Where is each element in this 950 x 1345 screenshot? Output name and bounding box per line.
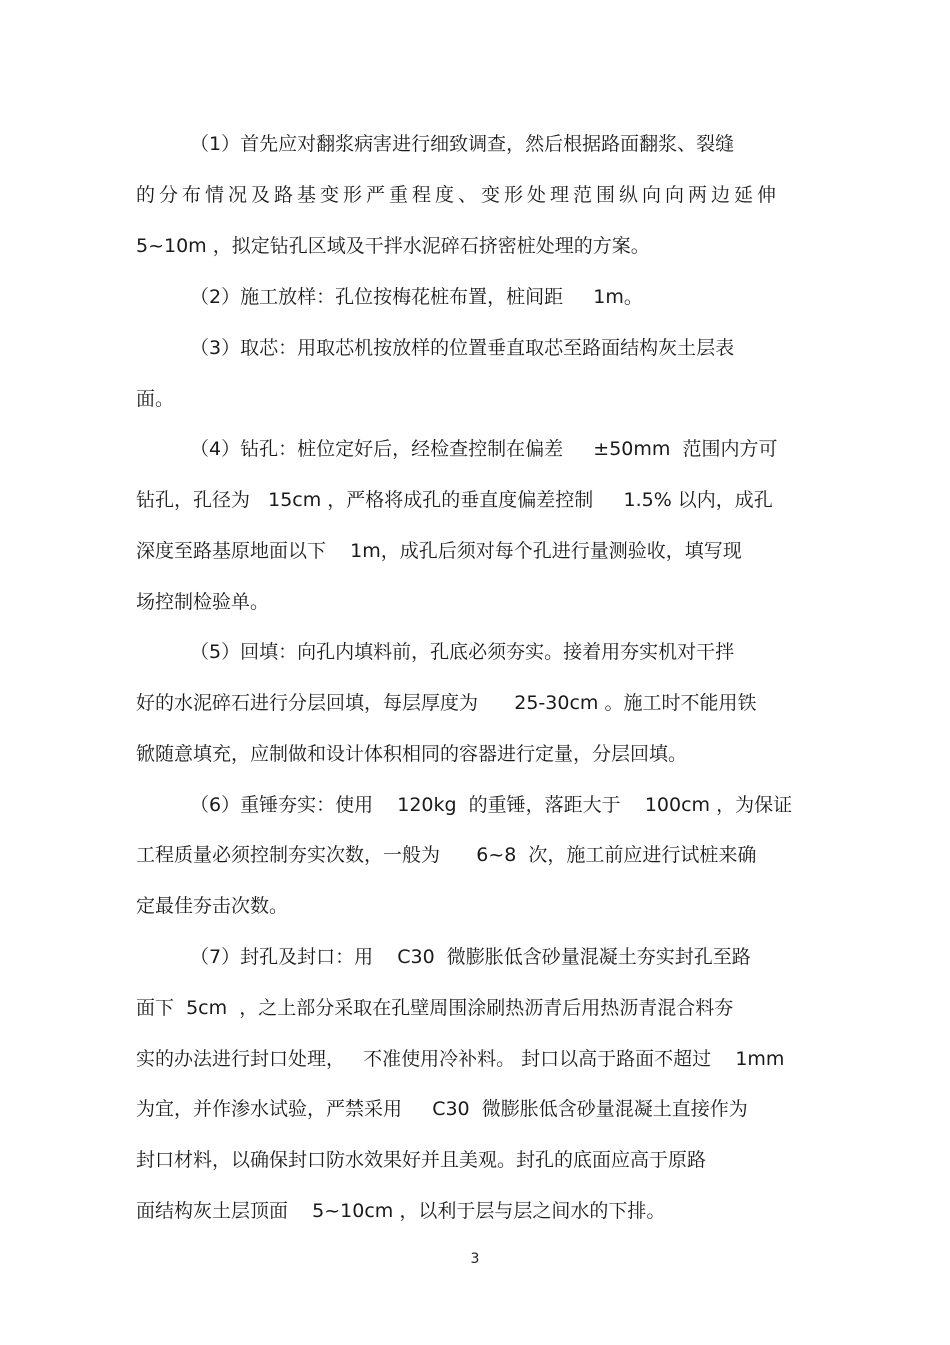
paragraph-7-line-3: 实的办法进行封口处理， 不准使用冷补料。 封口以高于路面不超过 1mm — [136, 1048, 785, 1070]
paragraph-7-line-5: 封口材料，以确保封口防水效果好并且美观。封孔的底面应高于原路 — [136, 1149, 707, 1171]
paragraph-5-line-1: （5）回填：向孔内填料前，孔底必须夯实。接着用夯实机对干拌 — [190, 641, 735, 663]
paragraph-3-line-1: （3）取芯：用取芯机按放样的位置垂直取芯至路面结构灰土层表 — [190, 337, 735, 359]
paragraph-2-line-1: （2）施工放样：孔位按梅花桩布置，桩间距 1m。 — [190, 286, 643, 308]
paragraph-4-line-3: 深度至路基原地面以下 1m，成孔后须对每个孔进行量测验收，填写现 — [136, 540, 742, 562]
paragraph-5-line-3: 锨随意填充，应制做和设计体积相同的容器进行定量，分层回填。 — [136, 743, 688, 765]
paragraph-6-line-1: （6）重锤夯实：使用 120kg 的重锤，落距大于 100cm ，为保证 — [190, 794, 793, 816]
paragraph-7-line-2: 面下 5cm ，之上部分采取在孔壁周围涂刷热沥青后用热沥青混合料夯 — [136, 997, 734, 1019]
paragraph-7-line-6: 面结构灰土层顶面 5~10cm ，以利于层与层之间水的下排。 — [136, 1200, 666, 1222]
paragraph-5-line-2: 好的水泥碎石进行分层回填，每层厚度为 25-30cm 。施工时不能用铁 — [136, 692, 757, 714]
paragraph-6-line-3: 定最佳夯击次数。 — [136, 895, 289, 917]
paragraph-7-line-1: （7）封孔及封口：用 C30 微膨胀低含砂量混凝土夯实封孔至路 — [190, 946, 751, 968]
paragraph-1-line-2: 的分布情况及路基变形严重程度、变形处理范围纵向向两边延伸 — [136, 184, 781, 206]
page-number: 3 — [470, 1251, 480, 1267]
paragraph-4-line-2: 钻孔，孔径为 15cm ，严格将成孔的垂直度偏差控制 1.5% 以内，成孔 — [136, 489, 773, 511]
paragraph-4-line-4: 场控制检验单。 — [136, 591, 270, 613]
paragraph-7-line-4: 为宜，并作渗水试验，严禁采用 C30 微膨胀低含砂量混凝土直接作为 — [136, 1098, 748, 1120]
paragraph-1-line-3: 5~10m ，拟定钻孔区域及干拌水泥碎石挤密桩处理的方案。 — [136, 235, 650, 257]
paragraph-6-line-2: 工程质量必须控制夯实次数，一般为 6~8 次，施工前应进行试桩来确 — [136, 844, 757, 866]
paragraph-1-line-1: （1）首先应对翻浆病害进行细致调查，然后根据路面翻浆、裂缝 — [190, 133, 735, 155]
paragraph-4-line-1: （4）钻孔：桩位定好后，经检查控制在偏差 ±50mm 范围内方可 — [190, 438, 778, 460]
paragraph-3-line-2: 面。 — [136, 388, 175, 410]
